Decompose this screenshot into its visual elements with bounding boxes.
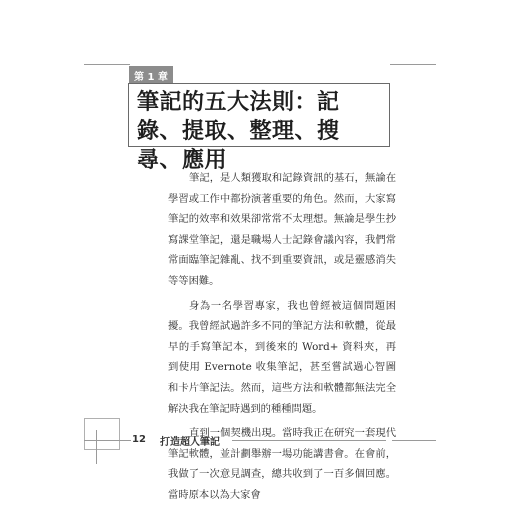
chapter-label: 第 1 章	[129, 66, 173, 84]
footer-rule-left	[128, 440, 131, 441]
top-right-rule	[390, 64, 436, 65]
crop-mark-line-h	[84, 440, 130, 441]
body-text	[168, 168, 396, 510]
paragraph-3: 直到一個契機出現。當時我正在研究一套現代筆記軟體，並計劃舉辦一場功能講書會。在會前，我做了一次意見調查，總共收到了一百多個回應。當時原本以為大家會	[168, 427, 396, 501]
crop-mark-line-v	[96, 430, 97, 464]
chapter-title: 筆記的五大法則：記錄、提取、整理、搜尋、應用	[137, 89, 340, 173]
paragraph-1: 筆記，是人類獲取和記錄資訊的基石，無論在學習或工作中都扮演著重要的角色。然而，大家寫筆記的效率和效果卻常常不太理想。無論是學生抄寫課堂筆記，還是職場人士記錄會議內容，我們常常面臨筆記雜亂、找不到重要資訊，或是靈感消失等等困難。	[168, 172, 396, 287]
top-left-rule	[84, 64, 130, 65]
book-title: 打造超人筆記	[160, 437, 220, 448]
paragraph-2: 身為一名學習專家，我也曾經被這個問題困擾。我曾經試過許多不同的筆記方法和軟體，從最早的手寫筆記本，到後來的 Word+ 資料夾，再到使用 Evernote 收集筆記，甚至嘗試過心智圖和卡片筆記法。然而，這些方法和軟體都無法完全解決我在筆記時遇到的種種問題。	[168, 299, 396, 415]
footer-rule-outer	[392, 440, 436, 441]
page-number: 12	[132, 434, 146, 445]
crop-mark-box	[84, 418, 120, 450]
title-box	[128, 83, 390, 173]
footer-rule-right	[232, 440, 386, 441]
